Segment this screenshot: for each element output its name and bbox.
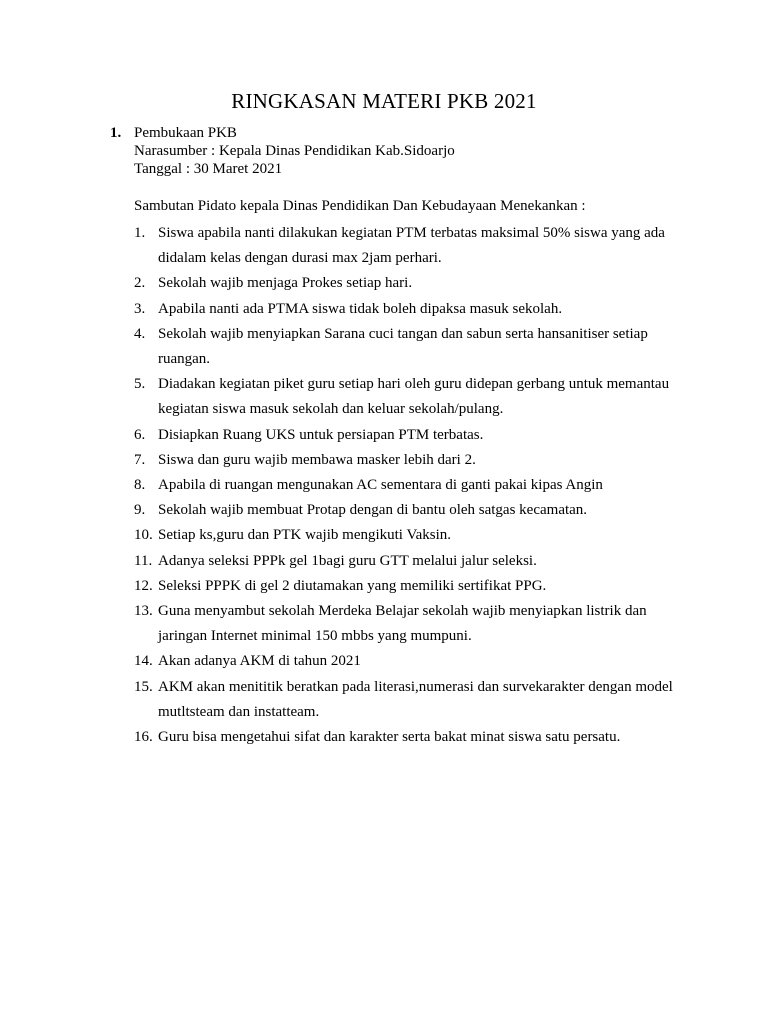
list-item [134, 271, 674, 296]
list-item-text: Guna menyambut sekolah Merdeka Belajar sekolah wajib menyiapkan listrik dan jaringan Internet minimal 150 mbbs yang mumpuni. [158, 603, 647, 645]
list-item-number: 15. [134, 678, 153, 695]
list-item-number: 14. [134, 653, 153, 670]
list-item [134, 725, 674, 750]
list-item-number: 2. [134, 275, 146, 292]
document-title: RINGKASAN MATERI PKB 2021 [231, 89, 537, 113]
list-item-number: 10. [134, 527, 153, 544]
list-item-number: 8. [134, 477, 146, 494]
list-item-number: 7. [134, 451, 146, 468]
list-item [134, 448, 674, 473]
list-item-text: Guru bisa mengetahui sifat dan karakter serta bakat minat siswa satu persatu. [158, 729, 621, 746]
list-item-text: Siswa dan guru wajib membawa masker lebih dari 2. [158, 451, 476, 468]
list-item-text: Diadakan kegiatan piket guru setiap hari oleh guru didepan gerbang untuk memantau kegiatan siswa masuk sekolah dan keluar sekolah/pulang. [158, 376, 670, 418]
list-item-number: 1. [134, 225, 146, 241]
list-item-text: Sekolah wajib menyiapkan Sarana cuci tangan dan sabun serta hansanitiser setiap ruangan. [158, 325, 648, 368]
list-item-text: Apabila nanti ada PTMA siswa tidak boleh dipaksa masuk sekolah. [158, 300, 563, 317]
list-item-text: Adanya seleksi PPPk gel 1bagi guru GTT melalui jalur seleksi. [158, 552, 537, 569]
list-item [134, 498, 674, 523]
list-item-text: Siswa apabila nanti dilakukan kegiatan PTM terbatas maksimal 50% siswa yang ada didalam kelas dengan durasi max 2jam perhari. [158, 225, 665, 267]
list-item-number: 4. [134, 325, 146, 342]
list-item [134, 649, 674, 674]
list-item-number: 5. [134, 376, 146, 393]
date-line: Tanggal : 30 Maret 2021 [134, 161, 283, 177]
list-item [134, 599, 674, 649]
list-item-text: Setiap ks,guru dan PTK wajib mengikuti Vaksin. [158, 527, 452, 544]
list-item-number: 13. [134, 603, 153, 620]
list-item [134, 297, 674, 322]
list-item [134, 372, 674, 422]
list-item-number: 16. [134, 729, 153, 746]
section-header [134, 124, 670, 178]
list-item [134, 473, 674, 498]
list-item-text: Apabila di ruangan mengunakan AC sementara di ganti pakai kipas Angin [158, 477, 603, 494]
list-item [134, 322, 674, 372]
list-item [134, 423, 674, 448]
list-item-text: Akan adanya AKM di tahun 2021 [158, 653, 361, 670]
list-item-number: 3. [134, 300, 146, 317]
list-item-text: AKM akan menititik beratkan pada literasi,numerasi dan survekarakter dengan model mutltsteam dan instatteam. [158, 678, 673, 720]
section-number: 1. [110, 125, 122, 141]
list-item-text: Sekolah wajib menjaga Prokes setiap hari. [158, 275, 413, 292]
list-item [134, 221, 674, 271]
list-item [134, 523, 674, 548]
list-item [134, 675, 674, 725]
list-item [134, 549, 674, 574]
list-item-number: 9. [134, 502, 146, 519]
list-item-text: Seleksi PPPK di gel 2 diutamakan yang memiliki sertifikat PPG. [158, 577, 547, 594]
list-item-number: 11. [134, 552, 153, 569]
speaker-line: Narasumber : Kepala Dinas Pendidikan Kab.Sidoarjo [134, 143, 455, 159]
list-item-text: Sekolah wajib membuat Protap dengan di bantu oleh satgas kecamatan. [158, 502, 588, 519]
list-item-text: Disiapkan Ruang UKS untuk persiapan PTM terbatas. [158, 426, 484, 443]
list-item-number: 12. [134, 577, 153, 594]
section-heading: Pembukaan PKB [134, 125, 237, 141]
points-list [134, 221, 674, 750]
speech-intro: Sambutan Pidato kepala Dinas Pendidikan Dan Kebudayaan Menekankan : [134, 198, 586, 214]
list-item [134, 574, 674, 599]
list-item-number: 6. [134, 426, 146, 443]
